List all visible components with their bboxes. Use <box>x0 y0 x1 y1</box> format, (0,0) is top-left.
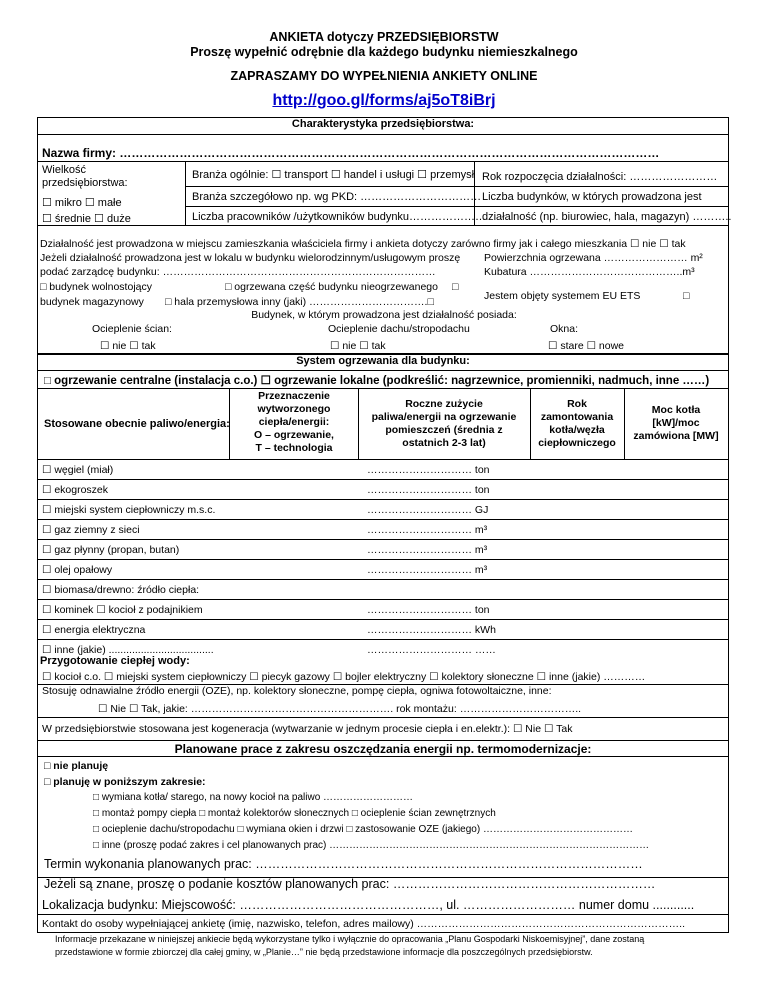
heating-section-lower <box>37 683 729 741</box>
size-medium-large-checkboxes[interactable]: ☐ średnie ☐ duże <box>42 213 131 225</box>
building-part-heated-box[interactable]: □ <box>452 281 459 293</box>
fuel-option[interactable]: ☐ biomasa/drewno: źródło ciepła: <box>42 584 200 596</box>
windows-label: Okna: <box>550 323 579 335</box>
contact-field[interactable]: Kontakt do osoby wypełniającej ankietę (imię, nazwisko, telefon, adres mailowy) ………………………………………………………………….. <box>42 918 686 930</box>
survey-title: ANKIETA dotyczy PRZEDSIĘBIORSTW <box>269 30 499 44</box>
building-hall-other-field[interactable]: □ hala przemysłowa inny (jaki) …………………………….□ <box>165 296 434 308</box>
planned-item[interactable]: □ montaż pompy ciepła □ montaż kolektorów słonecznych □ ocieplenie ścian zewnętrznych <box>93 808 496 819</box>
heated-area-field[interactable]: Powierzchnia ogrzewana …………………… m² <box>484 252 703 264</box>
online-invite: ZAPRASZAMY DO WYPEŁNIENIA ANKIETY ONLINE <box>230 69 538 83</box>
cogeneration-question[interactable]: W przedsiębiorstwie stosowana jest kogeneracja (wytwarzanie w jednym procesie ciepła i en.elektr.): ☐ Nie ☐ Tak <box>42 723 573 735</box>
plan-checkbox[interactable]: □ planuję w poniższym zakresie: <box>44 776 206 788</box>
no-plan-checkbox[interactable]: □ nie planuję <box>44 760 109 772</box>
fuel-usage-field[interactable]: ………………………… GJ <box>367 504 489 516</box>
footer-note: Informacje przekazane w niniejszej ankiecie będą wykorzystane tylko i wyłącznie do opracowania „Planu Gospodarki Niskoemisyjnej”, dane zostaną przedstawione w formie zbiorczej dla całej gminy, w „Planie…” nie będą przedstawione informacje dla poszczególnych przedsiębiorstw. <box>55 934 645 957</box>
fuel-row <box>37 480 729 500</box>
company-size-label: Wielkość przedsiębiorstwa: <box>42 164 128 189</box>
building-freestanding-checkbox[interactable]: □ budynek wolnostojący <box>40 281 152 293</box>
col-power-header: Moc kotła [kW]/moc zamówiona [MW] <box>633 404 719 442</box>
hot-water-options[interactable]: ☐ kocioł c.o. ☐ miejski system ciepłowniczy ☐ piecyk gazowy ☐ bojler elektryczny ☐ kolektory słoneczne ☐ inne (jakie) ………… <box>42 671 646 683</box>
fuel-row <box>37 520 729 540</box>
fuel-option[interactable]: ☐ olej opałowy <box>42 564 113 576</box>
fuel-usage-field[interactable]: ………………………… ton <box>367 464 490 476</box>
fuel-option[interactable]: ☐ miejski system ciepłowniczy m.s.c. <box>42 504 216 516</box>
heating-type-options[interactable]: □ ogrzewanie centralne (instalacja c.o.) ☐ ogrzewanie lokalne (podkreślić: nagrzewnice, promienniki, nadmuch, inne ……) <box>44 375 710 387</box>
fuel-option[interactable]: ☐ gaz ziemny z sieci <box>42 524 140 536</box>
fuel-row <box>37 540 729 560</box>
planned-item[interactable]: □ ocieplenie dachu/stropodachu □ wymiana okien i drzwi □ zastosowanie OZE (jakiego) ……………………………………… <box>93 824 633 835</box>
costs-field[interactable]: Jeżeli są znane, proszę o podanie kosztów planowanych prac: ……………………………………………………… <box>44 877 656 891</box>
volume-field[interactable]: Kubatura ……………………………………..m³ <box>484 266 695 278</box>
survey-header <box>0 30 768 84</box>
multi-family-note: Jeżeli działalność prowadzona jest w lokalu w budynku wielorodzinnym/usługowym proszę <box>40 252 461 264</box>
roof-insulation-options[interactable]: ☐ nie ☐ tak <box>330 340 386 352</box>
owner-residence-question[interactable]: Działalność jest prowadzona w miejscu zamieszkania właściciela firmy i ankieta dotyczy zarówno firmy jak i całego mieszkania ☐ nie ☐ tak <box>40 238 686 250</box>
fuel-usage-field[interactable]: ………………………… m³ <box>367 524 488 536</box>
survey-subtitle: Proszę wypełnić odrębnie dla każdego budynku niemieszkalnego <box>190 45 578 59</box>
buildings-count-field[interactable]: działalność (np. biurowiec, hala, magazyn) ……….. <box>482 211 732 223</box>
renewables-question: Stosuję odnawialne źródło energii (OZE), np. kolektory słoneczne, pompę ciepła, ogniwa fotowoltaiczne, inne: <box>42 685 552 697</box>
fuel-row <box>37 580 729 600</box>
fuel-usage-field[interactable]: ………………………… kWh <box>367 624 496 636</box>
buildings-count-label: Liczba budynków, w których prowadzona jest <box>482 191 702 203</box>
branch-general-field[interactable]: Branża ogólnie: ☐ transport ☐ handel i usługi ☐ przemysł <box>192 169 475 181</box>
location-field[interactable]: Lokalizacja budynku: Miejscowość: …………………………………………, ul. ……………………… numer domu ............ <box>42 898 695 912</box>
fuel-row <box>37 620 729 640</box>
fuel-option[interactable]: ☐ gaz płynny (propan, butan) <box>42 544 180 556</box>
fuel-option[interactable]: ☐ kominek ☐ kocioł z podajnikiem <box>42 604 203 616</box>
fuel-option[interactable]: ☐ węgiel (miał) <box>42 464 114 476</box>
planned-works-title: Planowane prace z zakresu oszczędzania energii np. termomodernizacje: <box>174 742 592 756</box>
fuel-option[interactable]: ☐ energia elektryczna <box>42 624 146 636</box>
company-name-field[interactable]: Nazwa firmy: ……………………………………………………………………………………………………………………… <box>42 146 660 160</box>
planned-item[interactable]: □ wymiana kotła/ starego, na nowy kocioł na paliwo ……………………… <box>93 792 414 803</box>
location-contact-box <box>37 876 729 933</box>
hot-water-title: Przygotowanie ciepłej wody: <box>40 655 190 667</box>
size-micro-small-checkboxes[interactable]: ☐ mikro ☐ małe <box>42 197 122 209</box>
fuel-usage-field[interactable]: ………………………… …… <box>367 644 496 656</box>
building-manager-field[interactable]: podać zarządcę budynku: …………………………………………………………………… <box>40 266 436 278</box>
fuel-row <box>37 500 729 520</box>
fuel-row <box>37 600 729 620</box>
fuel-usage-field[interactable]: ………………………… m³ <box>367 544 488 556</box>
fuel-usage-field[interactable]: ………………………… m³ <box>367 564 488 576</box>
col-usage-header: Roczne zużycie paliwa/energii na ogrzewanie pomieszczeń (średnia z ostatnich 2-3 lat) <box>371 398 517 449</box>
heating-section-title: System ogrzewania dla budynku: <box>296 355 470 367</box>
fuel-option[interactable]: ☐ inne (jakie) .................................... <box>42 644 214 656</box>
start-year-field[interactable]: Rok rozpoczęcia działalności: …………………… <box>482 171 718 183</box>
branch-detail-field[interactable]: Branża szczegółowo np. wg PKD: …………………………… <box>192 191 482 203</box>
deadline-field[interactable]: Termin wykonania planowanych prac: ………………………………………………………………………………… <box>44 857 643 871</box>
col-purpose-header: Przeznaczenie wytworzonego ciepła/energii: O – ogrzewanie, T – technologia <box>254 390 334 454</box>
fuel-usage-field[interactable]: ………………………… ton <box>367 484 490 496</box>
building-part-heated-checkbox[interactable]: □ ogrzewana część budynku nieogrzewanego <box>225 281 438 293</box>
windows-options[interactable]: ☐ stare ☐ nowe <box>548 340 625 352</box>
wall-insulation-options[interactable]: ☐ nie ☐ tak <box>100 340 156 352</box>
wall-insulation-label: Ocieplenie ścian: <box>92 323 172 335</box>
roof-insulation-label: Ocieplenie dachu/stropodachu <box>328 323 470 335</box>
planned-item[interactable]: □ inne (proszę podać zakres i cel planowanych prac) …………………………………………………………………………………… <box>93 840 650 851</box>
fuel-option[interactable]: ☐ ekogroszek <box>42 484 109 496</box>
fuel-usage-field[interactable]: ………………………… ton <box>367 604 490 616</box>
building-warehouse-label: budynek magazynowy <box>40 296 144 308</box>
online-survey-link[interactable]: http://goo.gl/forms/aj5oT8iBrj <box>272 92 496 109</box>
building-features-label: Budynek, w którym prowadzona jest działalność posiada: <box>251 309 517 321</box>
eu-ets-label: Jestem objęty systemem EU ETS <box>484 290 641 302</box>
col-year-header: Rok zamontowania kotła/węzła ciepłowniczego <box>538 398 616 449</box>
fuel-row <box>37 460 729 480</box>
renewables-options[interactable]: ☐ Nie ☐ Tak, jakie: …………………………………………………. rok montażu: …………………………….. <box>98 703 582 715</box>
eu-ets-checkbox[interactable]: □ <box>683 290 690 302</box>
col-fuel-header: Stosowane obecnie paliwo/energia: <box>44 418 230 430</box>
company-section-title: Charakterystyka przedsiębiorstwa: <box>291 118 475 130</box>
employees-field[interactable]: Liczba pracowników /użytkowników budynku………………… <box>192 211 487 223</box>
fuel-row <box>37 560 729 580</box>
